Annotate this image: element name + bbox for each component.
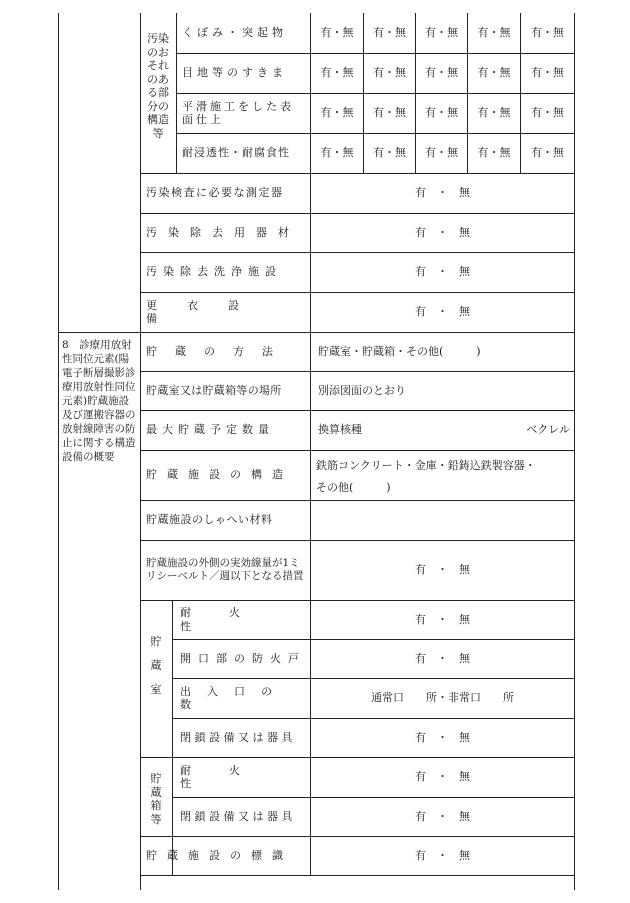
presence-value: 有・無 (531, 106, 564, 120)
structure-row-label: くぼみ・突起物 (182, 26, 287, 40)
storage-structure-label: 貯蔵施設の構造 (146, 468, 293, 482)
grid-line (172, 600, 173, 875)
storage-room-value: 有 ・ 無 (415, 730, 470, 744)
presence-value: 有・無 (531, 66, 564, 80)
grid-line (58, 13, 59, 890)
presence-value: 有・無 (425, 146, 458, 160)
storage-structure-value-line2: その他( ) (316, 481, 391, 494)
storage-box-group-label: 貯蔵箱等 (150, 772, 162, 826)
max-storage-unit: ベクレル (526, 423, 570, 437)
presence-value: 有・無 (320, 106, 354, 120)
storage-box-value: 有 ・ 無 (415, 770, 470, 784)
storage-room-value: 有 ・ 無 (415, 651, 470, 665)
storage-room-label: 耐火性 (180, 606, 278, 633)
contamination-structure-group-label: 汚染のおそれのある部分の構造等 (147, 32, 169, 140)
dose-measure-label: 貯蔵施設の外側の実効線量が1ミリシーベルト／週以下となる措置 (146, 556, 304, 582)
structure-row-label: 耐浸透性・耐腐食性 (182, 146, 290, 160)
facility-label: 汚染除去洗浄施設 (146, 265, 282, 279)
storage-sign-value: 有 ・ 無 (415, 848, 470, 862)
facility-value: 有 ・ 無 (415, 265, 470, 279)
presence-value: 有・無 (477, 146, 511, 160)
max-storage-nuclide: 換算核種 (318, 423, 362, 437)
presence-value: 有・無 (425, 66, 458, 80)
storage-room-group-label: 貯蔵室 (150, 635, 162, 696)
storage-room-label: 出入口の数 (180, 684, 288, 711)
storage-method-value: 貯蔵室・貯蔵箱・その他( ) (318, 344, 481, 358)
presence-value: 有・無 (373, 26, 406, 40)
storage-box-label: 耐火性 (180, 763, 278, 790)
presence-value: 有・無 (477, 26, 511, 40)
presence-value: 有・無 (425, 106, 458, 120)
facility-label: 更衣設備 (146, 298, 269, 325)
storage-room-value: 通常口 所・非常口 所 (371, 691, 514, 705)
storage-sign-label: 貯蔵施設の標識 (146, 848, 293, 862)
presence-value: 有・無 (373, 146, 406, 160)
presence-value: 有・無 (531, 26, 564, 40)
storage-box-value: 有 ・ 無 (415, 809, 470, 823)
structure-row-label: 平滑施工をした表面仕上 (182, 99, 294, 126)
facility-label: 汚染検査に必要な測定器 (146, 186, 284, 200)
facility-label: 汚染除去用器材 (146, 225, 300, 239)
grid-line (574, 13, 575, 890)
grid-line (140, 13, 141, 890)
dose-measure-value: 有 ・ 無 (415, 563, 470, 577)
section-8-label: 8 診療用放射性同位元素(陽電子断層撮影診療用放射性同位元素)貯蔵施設及び運搬容器の放射線障害の防止に関する構造設備の概要 (62, 339, 136, 463)
storage-box-label: 閉鎖設備又は器具 (180, 809, 296, 823)
presence-value: 有・無 (373, 106, 406, 120)
facility-value: 有 ・ 無 (415, 225, 470, 239)
presence-value: 有・無 (531, 146, 564, 160)
structure-row-label: 目地等のすきま (182, 66, 287, 80)
storage-location-label: 貯蔵室又は貯蔵箱等の場所 (146, 383, 282, 397)
storage-room-label: 開口部の防火戸 (180, 651, 306, 665)
presence-value: 有・無 (320, 66, 354, 80)
grid-line (140, 875, 574, 876)
max-storage-label: 最大貯蔵予定数量 (146, 423, 274, 437)
shielding-label: 貯蔵施設のしゃへい材料 (146, 513, 273, 527)
storage-room-label: 閉鎖設備又は器具 (180, 730, 296, 744)
presence-value: 有・無 (320, 146, 354, 160)
storage-location-value: 別添図面のとおり (318, 383, 406, 397)
storage-room-value: 有 ・ 無 (415, 612, 470, 626)
facility-value: 有 ・ 無 (415, 305, 470, 319)
presence-value: 有・無 (320, 26, 354, 40)
presence-value: 有・無 (477, 106, 511, 120)
storage-structure-value-line1: 鉄筋コンクリート・金庫・鉛鋳込鉄製容器・ (316, 459, 536, 472)
facility-value: 有 ・ 無 (415, 186, 470, 200)
presence-value: 有・無 (477, 66, 511, 80)
storage-method-label: 貯蔵の方法 (146, 344, 291, 358)
shielding-value (318, 500, 568, 540)
presence-value: 有・無 (425, 26, 458, 40)
presence-value: 有・無 (373, 66, 406, 80)
